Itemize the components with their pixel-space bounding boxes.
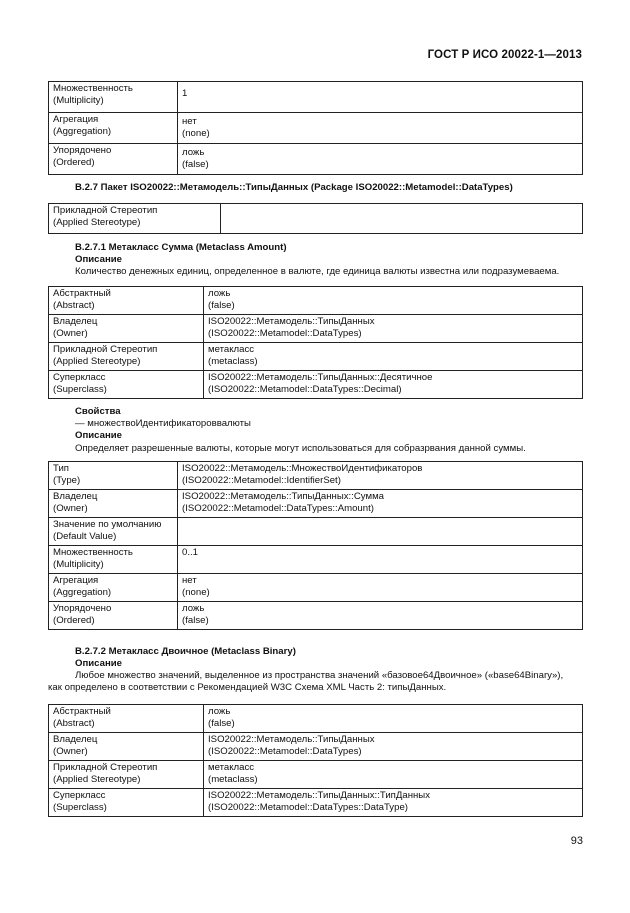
table-row: [49, 113, 583, 144]
label-cell: Владелец (Owner): [49, 733, 204, 761]
table-row: [49, 287, 583, 315]
table-row: [49, 371, 583, 399]
description-text: Количество денежных единиц, определенное в валюте, где единица валюты известна или подразумеваема.: [75, 266, 560, 277]
value-cell: ISO20022::Метамодель::МножествоИдентификаторов (ISO20022::Metamodel::IdentifierSet): [178, 462, 583, 490]
label-cell: Владелец (Owner): [49, 315, 204, 343]
value-cell: ISO20022::Метамодель::ТипыДанных::Десятичное (ISO20022::Metamodel::DataTypes::Decimal): [204, 371, 583, 399]
value-cell: ISO20022::Метамодель::ТипыДанных (ISO20022::Metamodel::DataTypes): [204, 315, 583, 343]
value-cell: ложь (false): [178, 144, 583, 175]
section-heading-b272: B.2.7.2 Метакласс Двоичное (Metaclass Binary): [75, 646, 296, 657]
label-cell: Абстрактный (Abstract): [49, 705, 204, 733]
value-cell: ложь (false): [178, 602, 583, 630]
property-item: — множествоИдентификатороввалюты: [75, 418, 251, 429]
table-row: [49, 490, 583, 518]
value-cell: ISO20022::Метамодель::ТипыДанных (ISO20022::Metamodel::DataTypes): [204, 733, 583, 761]
table-row: [49, 705, 583, 733]
document-header: ГОСТ Р ИСО 20022-1—2013: [427, 49, 582, 61]
table-row: [49, 574, 583, 602]
value-cell: [221, 204, 583, 234]
properties-table-2: [48, 203, 583, 234]
value-cell: метакласс (metaclass): [204, 343, 583, 371]
value-cell: нет (none): [178, 113, 583, 144]
properties-heading: Свойства: [75, 406, 121, 417]
value-cell: [178, 518, 583, 546]
label-cell: Значение по умолчанию (Default Value): [49, 518, 178, 546]
label-cell: Владелец (Owner): [49, 490, 178, 518]
description-text-line-2: как определено в соответствии с Рекомендацией W3C Схема XML Часть 2: типыДанных.: [48, 682, 447, 693]
properties-table-5: [48, 704, 583, 817]
table-row: [49, 462, 583, 490]
description-text-line-1: Любое множество значений, выделенное из пространства значений «базовое64Двоичное» («base64Binary»),: [75, 670, 564, 681]
value-cell: ISO20022::Метамодель::ТипыДанных::ТипДанных (ISO20022::Metamodel::DataTypes::DataType): [204, 789, 583, 817]
label-cell: Агрегация (Aggregation): [49, 113, 178, 144]
value-cell: метакласс (metaclass): [204, 761, 583, 789]
table-row: [49, 602, 583, 630]
properties-table-1: [48, 81, 583, 175]
label-cell: Тип (Type): [49, 462, 178, 490]
description-text: Определяет разрешенные валюты, которые могут использоваться для собразрвания данной суммы.: [75, 443, 526, 454]
table-row: [49, 546, 583, 574]
table-row: [49, 144, 583, 175]
value-cell: ISO20022::Метамодель::ТипыДанных::Сумма (ISO20022::Metamodel::DataTypes::Amount): [178, 490, 583, 518]
table-row: [49, 343, 583, 371]
label-cell: Упорядочено (Ordered): [49, 144, 178, 175]
label-cell: Абстрактный (Abstract): [49, 287, 204, 315]
table-row: [49, 518, 583, 546]
section-heading-b27: B.2.7 Пакет ISO20022::Метамодель::ТипыДанных (Package ISO20022::Metamodel::DataTypes): [75, 182, 513, 193]
table-row: [49, 315, 583, 343]
value-cell: 0..1: [178, 546, 583, 574]
description-heading: Описание: [75, 658, 122, 669]
label-cell: Упорядочено (Ordered): [49, 602, 178, 630]
properties-table-4: [48, 461, 583, 630]
value-cell: 1: [178, 82, 583, 113]
table-row: [49, 789, 583, 817]
description-heading: Описание: [75, 254, 122, 265]
label-cell: Множественность (Multiplicity): [49, 82, 178, 113]
description-heading: Описание: [75, 430, 122, 441]
value-cell: ложь (false): [204, 705, 583, 733]
page-number: 93: [570, 835, 583, 847]
label-cell: Прикладной Стереотип (Applied Stereotype): [49, 761, 204, 789]
label-cell: Прикладной Стереотип (Applied Stereotype): [49, 204, 221, 234]
table-row: [49, 733, 583, 761]
label-cell: Агрегация (Aggregation): [49, 574, 178, 602]
label-cell: Прикладной Стереотип (Applied Stereotype): [49, 343, 204, 371]
label-cell: Суперкласс (Superclass): [49, 789, 204, 817]
label-cell: Суперкласс (Superclass): [49, 371, 204, 399]
value-cell: нет (none): [178, 574, 583, 602]
label-cell: Множественность (Multiplicity): [49, 546, 178, 574]
table-row: [49, 204, 583, 234]
section-heading-b271: B.2.7.1 Метакласс Сумма (Metaclass Amount): [75, 242, 287, 253]
properties-table-3: [48, 286, 583, 399]
value-cell: ложь (false): [204, 287, 583, 315]
table-row: [49, 82, 583, 113]
table-row: [49, 761, 583, 789]
